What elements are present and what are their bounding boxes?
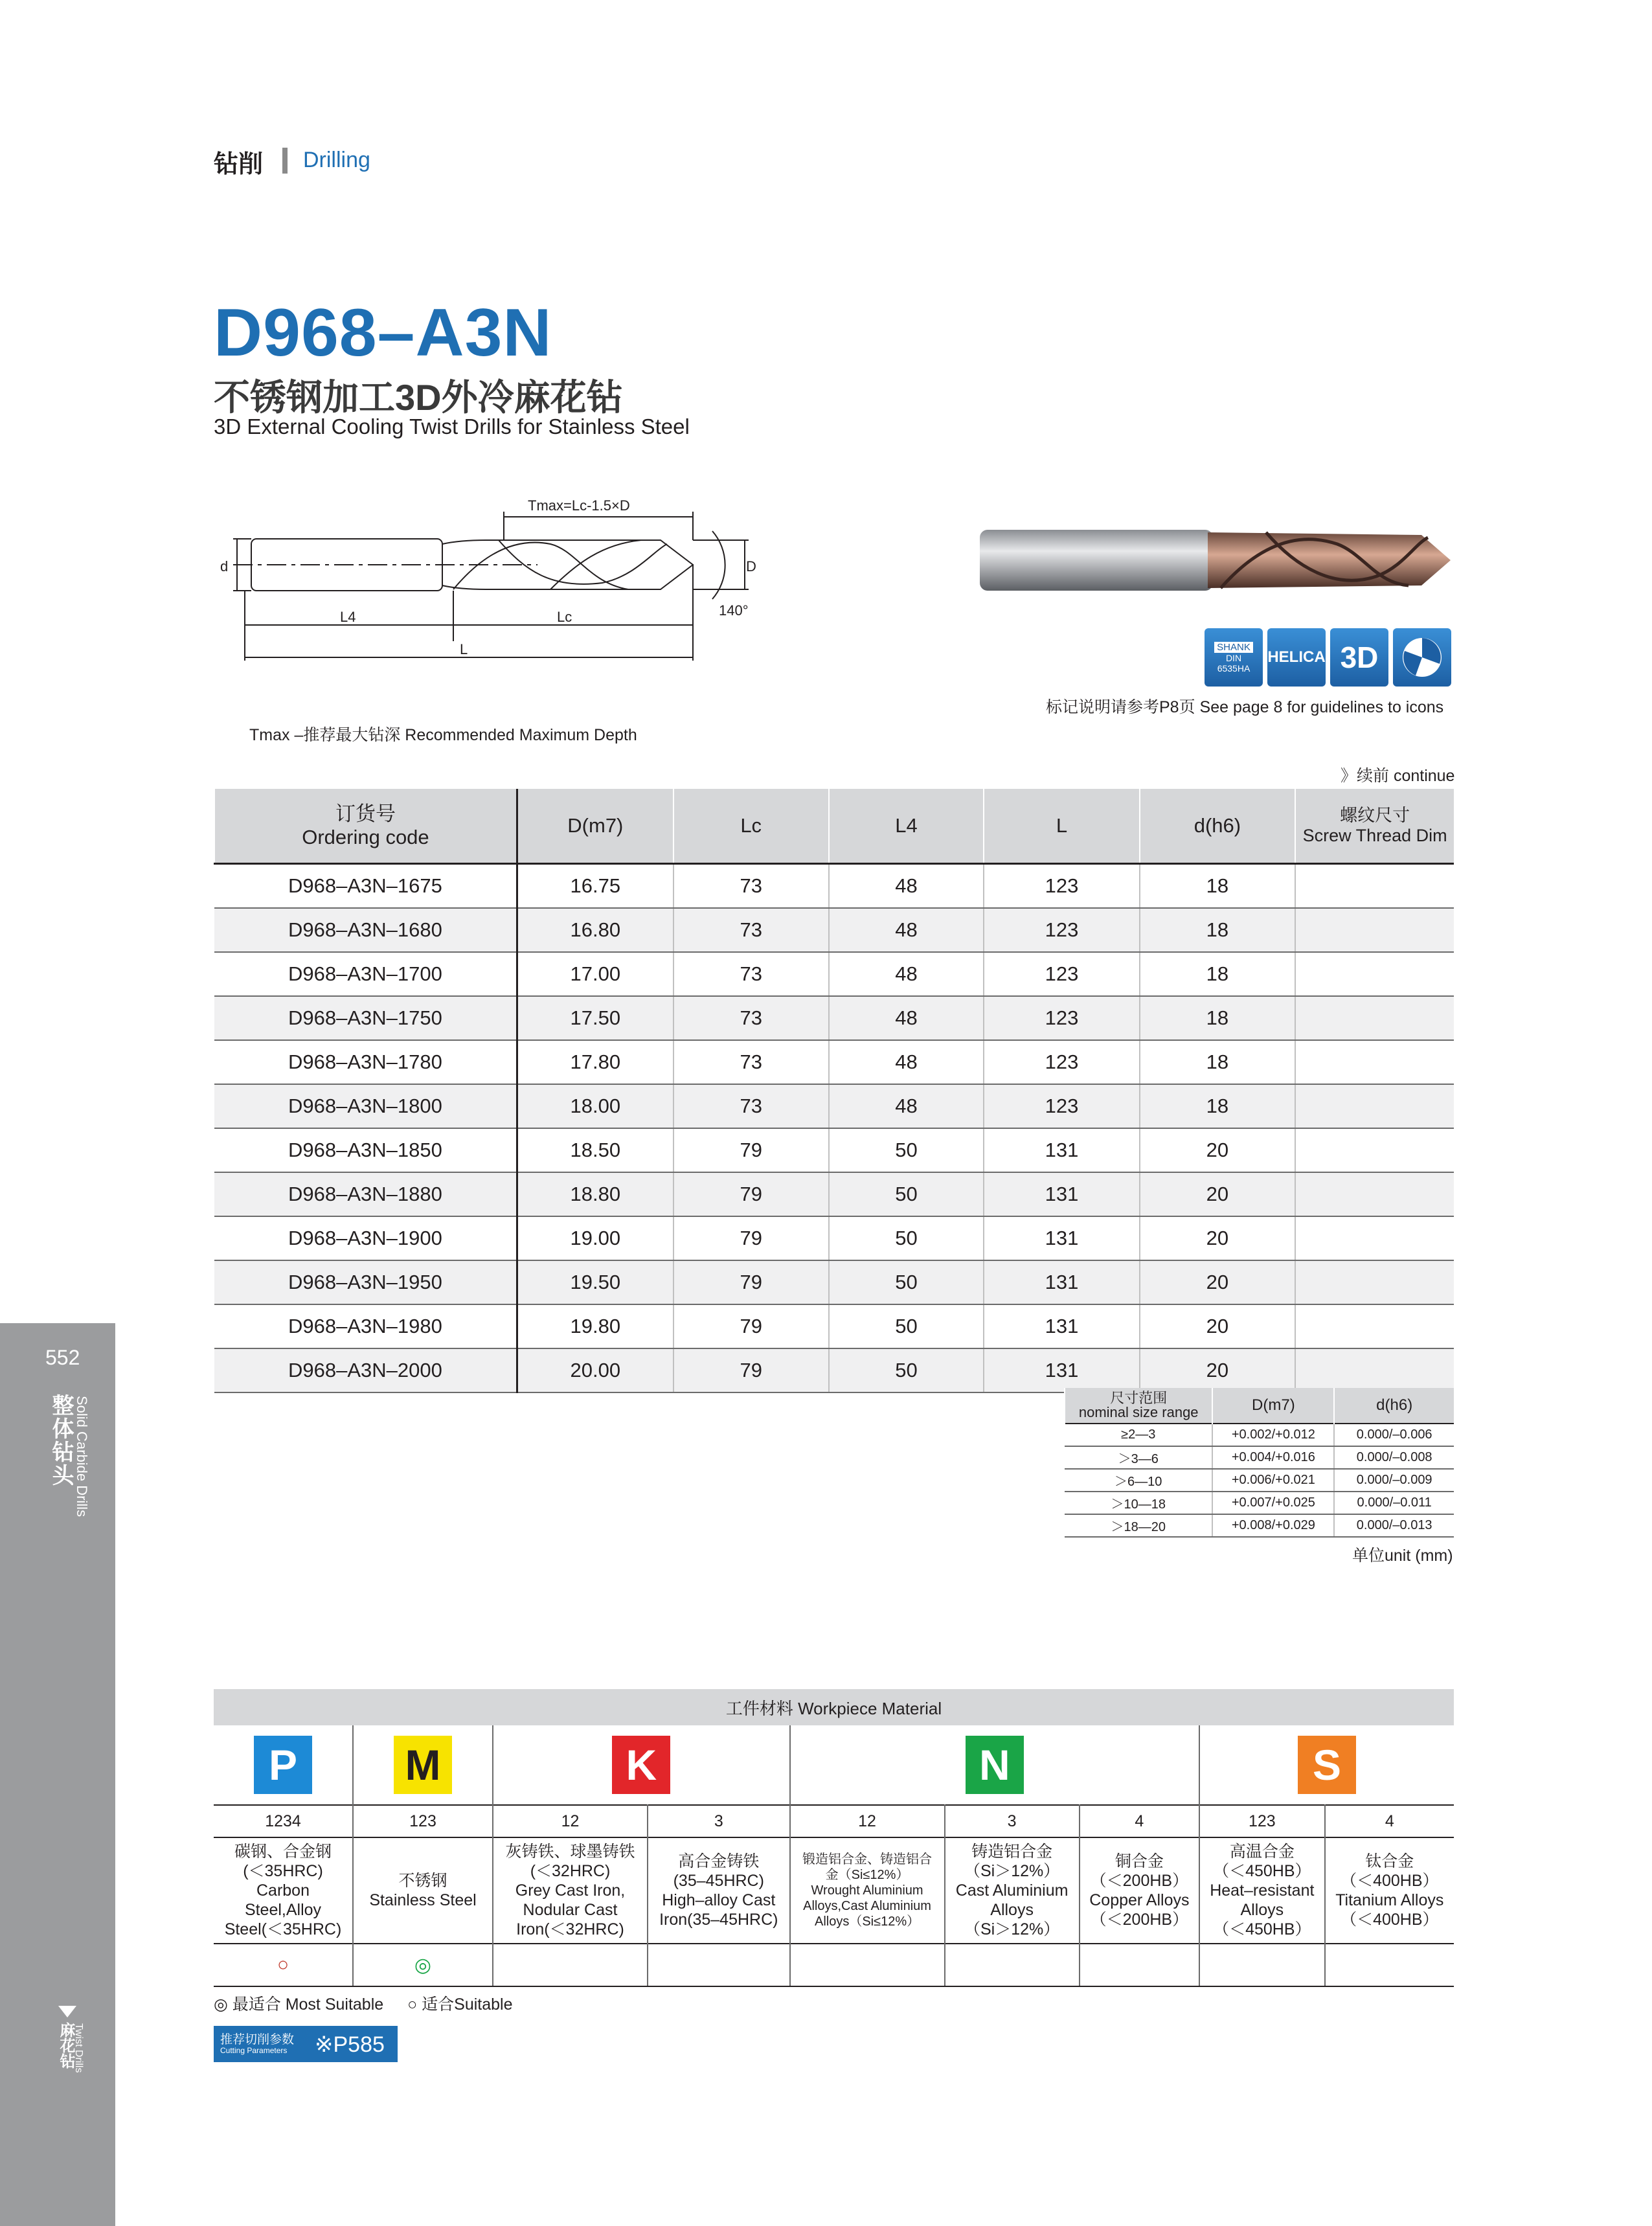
cell-code: D968–A3N–1950 (214, 1260, 517, 1304)
cell-code: D968–A3N–1980 (214, 1304, 517, 1348)
three-d-icon: 3D (1330, 628, 1388, 687)
material-group-N (790, 1725, 1200, 1805)
cell-L4: 50 (829, 1304, 984, 1348)
cell-code: D968–A3N–1880 (214, 1172, 517, 1216)
cell-Lc: 79 (673, 1172, 829, 1216)
cell-Lc: 79 (673, 1348, 829, 1392)
material-grade: 4 (1080, 1805, 1199, 1837)
cell-d: 18 (1140, 864, 1296, 909)
cell-Lc: 79 (673, 1216, 829, 1260)
tolerance-table (1064, 1388, 1454, 1538)
header-thread: 螺纹尺寸 Screw Thread Dim (1295, 789, 1454, 864)
cell-thread (1295, 1260, 1454, 1304)
cell-D: 20.00 (517, 1348, 673, 1392)
cell-d: 20 (1140, 1260, 1296, 1304)
L4-label: L4 (340, 609, 356, 625)
cell-D: 19.00 (517, 1216, 673, 1260)
cell-L: 131 (984, 1304, 1139, 1348)
material-description-line: 金（Si≤12%） (825, 1868, 909, 1882)
cell-d: 18 (1140, 996, 1296, 1040)
material-letter-S: S (1298, 1736, 1356, 1794)
suitability-mark (648, 1944, 790, 1986)
table-row (214, 1128, 1454, 1172)
material-description (945, 1837, 1080, 1944)
tol-header-range: 尺寸范围 nominal size range (1065, 1388, 1212, 1424)
tol-header-d: d(h6) (1334, 1388, 1454, 1424)
material-grade: 3 (945, 1805, 1080, 1837)
tol-cell-range: ＞10—18 (1065, 1492, 1212, 1514)
ordering-table (214, 789, 1454, 1393)
cell-D: 17.50 (517, 996, 673, 1040)
cell-D: 18.00 (517, 1084, 673, 1128)
material-description-line: (＜32HRC) (530, 1862, 611, 1880)
cell-L: 131 (984, 1172, 1139, 1216)
material-description-line: 灰铸铁、球墨铸铁 (505, 1843, 635, 1861)
cell-L4: 48 (829, 908, 984, 952)
cell-L4: 50 (829, 1348, 984, 1392)
tol-cell-range: ＞18—20 (1065, 1514, 1212, 1537)
material-group-S (1199, 1725, 1454, 1805)
side-category-en: Solid Carbide Drills (74, 1396, 90, 1517)
product-title-en: 3D External Cooling Twist Drills for Stainless Steel (214, 415, 690, 438)
flute-profile-icon (1393, 628, 1451, 687)
material-description-line: （＜400HB） (1341, 1872, 1439, 1890)
material-description-line: Titanium Alloys (1335, 1891, 1444, 1909)
material-description (353, 1837, 493, 1944)
cell-d: 20 (1140, 1216, 1296, 1260)
header-ordering-code: 订货号 Ordering code (214, 789, 517, 864)
material-description-line: High–alloy Cast (662, 1891, 776, 1909)
cell-L4: 48 (829, 1084, 984, 1128)
Lc-label: Lc (557, 609, 572, 625)
cell-Lc: 73 (673, 996, 829, 1040)
cell-L4: 50 (829, 1216, 984, 1260)
table-row (214, 996, 1454, 1040)
side-subcategory-cn: 麻花钻 (57, 2022, 74, 2069)
material-description-line: Iron(35–45HRC) (659, 1911, 778, 1929)
unit-label: 单位unit (mm) (1352, 1547, 1453, 1565)
suitability-mark (945, 1944, 1080, 1986)
material-group-K (493, 1725, 790, 1805)
tmax-note: Tmax –推荐最大钻深 Recommended Maximum Depth (249, 726, 637, 744)
cell-thread (1295, 1216, 1454, 1260)
material-description (493, 1837, 648, 1944)
header-Lc: Lc (673, 789, 829, 864)
material-description-line: 铸造铝合金 (971, 1843, 1053, 1861)
shank-icon: SHANK DIN 6535HA (1205, 628, 1263, 687)
L-label: L (460, 641, 468, 657)
cell-thread (1295, 1172, 1454, 1216)
tol-cell-d: 0.000/–0.011 (1334, 1492, 1454, 1514)
cell-Lc: 73 (673, 908, 829, 952)
table-row (214, 1304, 1454, 1348)
material-description-line: Alloys（Si≤12%） (814, 1914, 920, 1929)
material-description-line: Heat–resistant (1210, 1881, 1315, 1900)
tol-cell-D: +0.004/+0.016 (1212, 1446, 1334, 1469)
material-description-line: 高合金铸铁 (678, 1852, 760, 1870)
cell-L: 123 (984, 1040, 1139, 1084)
section-title-en: Drilling (303, 148, 370, 172)
cell-code: D968–A3N–1750 (214, 996, 517, 1040)
cell-d: 18 (1140, 1084, 1296, 1128)
table-row (214, 1216, 1454, 1260)
continue-label: 》续前 continue (1341, 767, 1455, 785)
material-description-line: Carbon (256, 1881, 310, 1900)
cell-code: D968–A3N–1700 (214, 952, 517, 996)
tolerance-row (1065, 1469, 1454, 1492)
cell-thread (1295, 864, 1454, 909)
material-description (790, 1837, 945, 1944)
product-title-cn: 不锈钢加工3D外冷麻花钻 (214, 377, 623, 418)
table-row (214, 1040, 1454, 1084)
cell-d: 18 (1140, 952, 1296, 996)
material-description-line: 铜合金 (1115, 1852, 1164, 1870)
header-L4: L4 (829, 789, 984, 864)
material-grade: 1234 (214, 1805, 353, 1837)
tol-cell-D: +0.007/+0.025 (1212, 1492, 1334, 1514)
material-description-line: Wrought Aluminium (811, 1883, 923, 1898)
material-description (1325, 1837, 1454, 1944)
material-grade: 3 (648, 1805, 790, 1837)
material-description-line: Alloys (990, 1901, 1034, 1919)
cell-L: 123 (984, 952, 1139, 996)
tol-cell-D: +0.006/+0.021 (1212, 1469, 1334, 1492)
tolerance-row (1065, 1446, 1454, 1469)
material-group-P (214, 1725, 353, 1805)
cell-D: 17.80 (517, 1040, 673, 1084)
cell-code: D968–A3N–1850 (214, 1128, 517, 1172)
product-code: D968–A3N (214, 295, 552, 370)
cell-D: 16.75 (517, 864, 673, 909)
cell-D: 18.80 (517, 1172, 673, 1216)
suitability-mark: ○ (214, 1944, 353, 1986)
material-grade: 123 (353, 1805, 493, 1837)
legend-suitable: ○ 适合Suitable (407, 1995, 513, 2014)
tol-cell-range: ＞3—6 (1065, 1446, 1212, 1469)
d-label: d (220, 558, 229, 574)
cutting-page-ref: ※P585 (315, 2032, 385, 2057)
material-description (1080, 1837, 1199, 1944)
suitability-legend (214, 1992, 513, 2015)
cell-Lc: 79 (673, 1128, 829, 1172)
cell-thread (1295, 1304, 1454, 1348)
material-description-line: Alloys,Cast Aluminium (803, 1899, 931, 1913)
material-description-line: （＜400HB） (1341, 1911, 1439, 1929)
cell-L: 131 (984, 1260, 1139, 1304)
tolerance-row (1065, 1514, 1454, 1537)
material-description-line: （Si＞12%） (964, 1920, 1060, 1938)
material-description-line: Cast Aluminium (955, 1881, 1069, 1900)
suitability-mark (1199, 1944, 1325, 1986)
tolerance-row (1065, 1424, 1454, 1446)
cell-code: D968–A3N–1675 (214, 864, 517, 909)
tol-header-D: D(m7) (1212, 1388, 1334, 1424)
cell-Lc: 73 (673, 1084, 829, 1128)
material-description-line: Nodular Cast (523, 1901, 618, 1919)
material-grade: 12 (493, 1805, 648, 1837)
tol-cell-range: ＞6—10 (1065, 1469, 1212, 1492)
suitability-mark (790, 1944, 945, 1986)
cell-Lc: 79 (673, 1304, 829, 1348)
material-grade: 123 (1199, 1805, 1325, 1837)
material-grade: 4 (1325, 1805, 1454, 1837)
material-description-line: （＜450HB） (1213, 1920, 1311, 1938)
table-row (214, 1172, 1454, 1216)
material-description-line: Iron(＜32HRC) (516, 1920, 624, 1938)
cell-d: 18 (1140, 1040, 1296, 1084)
suitability-mark: ◎ (353, 1944, 493, 1986)
table-row (214, 908, 1454, 952)
cell-code: D968–A3N–1900 (214, 1216, 517, 1260)
table-row (214, 864, 1454, 909)
cell-Lc: 73 (673, 952, 829, 996)
side-category-cn: 整体钻头 (49, 1394, 73, 1487)
cell-code: D968–A3N–1680 (214, 908, 517, 952)
cell-Lc: 73 (673, 1040, 829, 1084)
material-letter-P: P (254, 1736, 312, 1794)
cell-Lc: 73 (673, 864, 829, 909)
cell-thread (1295, 1040, 1454, 1084)
material-description-line: （＜200HB） (1090, 1911, 1189, 1929)
icons-caption: 标记说明请参考P8页 See page 8 for guidelines to icons (1046, 698, 1444, 716)
material-description-line: Stainless Steel (369, 1891, 477, 1909)
cell-D: 17.00 (517, 952, 673, 996)
cell-thread (1295, 952, 1454, 996)
cell-Lc: 79 (673, 1260, 829, 1304)
material-description (1199, 1837, 1325, 1944)
cell-L4: 50 (829, 1260, 984, 1304)
angle-label: 140° (719, 602, 749, 619)
table-row (214, 1348, 1454, 1392)
tol-cell-d: 0.000/–0.008 (1334, 1446, 1454, 1469)
material-description-line: （＜450HB） (1213, 1862, 1311, 1880)
tol-cell-d: 0.000/–0.006 (1334, 1424, 1454, 1446)
cell-thread (1295, 1128, 1454, 1172)
cell-D: 18.50 (517, 1128, 673, 1172)
header-D: D(m7) (517, 789, 673, 864)
material-description-line: Steel(＜35HRC) (224, 1920, 342, 1938)
table-row (214, 1084, 1454, 1128)
material-letter-N: N (966, 1736, 1024, 1794)
drill-technical-diagram (214, 492, 771, 674)
workpiece-material-table (214, 1689, 1454, 1987)
section-divider (282, 148, 288, 174)
tol-cell-range: ≥2—3 (1065, 1424, 1212, 1446)
header-L: L (984, 789, 1139, 864)
workpiece-title: 工件材料 Workpiece Material (214, 1689, 1454, 1725)
material-group-M (353, 1725, 493, 1805)
table-row (214, 1260, 1454, 1304)
helica-icon: HELICA (1267, 628, 1326, 687)
material-description-line: （Si＞12%） (964, 1862, 1060, 1880)
material-letter-K: K (612, 1736, 670, 1794)
cell-d: 20 (1140, 1304, 1296, 1348)
material-description-line: 不锈钢 (398, 1872, 447, 1890)
cell-L: 123 (984, 908, 1139, 952)
material-description-line: Grey Cast Iron, (515, 1881, 626, 1900)
cell-thread (1295, 996, 1454, 1040)
material-description (214, 1837, 353, 1944)
table-row (214, 952, 1454, 996)
material-description-line: Copper Alloys (1089, 1891, 1190, 1909)
legend-most-suitable: ◎ 最适合 Most Suitable (214, 1995, 384, 2014)
cell-L: 131 (984, 1348, 1139, 1392)
tolerance-row (1065, 1492, 1454, 1514)
suitability-mark (1080, 1944, 1199, 1986)
suitability-mark (493, 1944, 648, 1986)
cell-D: 19.80 (517, 1304, 673, 1348)
material-description-line: 碳钢、合金钢 (234, 1843, 332, 1861)
material-description-line: Steel,Alloy (244, 1901, 322, 1919)
tol-cell-D: +0.002/+0.012 (1212, 1424, 1334, 1446)
cell-L4: 50 (829, 1172, 984, 1216)
cutting-label-en: Cutting Parameters (220, 2046, 288, 2055)
side-subcategory-en: Twist Drills (73, 2023, 84, 2073)
material-description-line: 锻造铝合金、铸造铝合 (802, 1852, 933, 1867)
material-description-line: 钛合金 (1365, 1852, 1414, 1870)
cell-d: 20 (1140, 1128, 1296, 1172)
material-letter-M: M (394, 1736, 452, 1794)
material-description-line: (35–45HRC) (673, 1872, 764, 1890)
tol-cell-d: 0.000/–0.013 (1334, 1514, 1454, 1537)
tol-cell-d: 0.000/–0.009 (1334, 1469, 1454, 1492)
tol-cell-D: +0.008/+0.029 (1212, 1514, 1334, 1537)
page-number: 552 (45, 1346, 80, 1369)
tmax-label: Tmax=Lc-1.5×D (528, 497, 630, 514)
cell-L4: 50 (829, 1128, 984, 1172)
cell-L: 123 (984, 1084, 1139, 1128)
cell-D: 16.80 (517, 908, 673, 952)
material-description-line: 高温合金 (1229, 1843, 1295, 1861)
cell-code: D968–A3N–1800 (214, 1084, 517, 1128)
cell-code: D968–A3N–2000 (214, 1348, 517, 1392)
material-description (648, 1837, 790, 1944)
cell-thread (1295, 908, 1454, 952)
cell-d: 18 (1140, 908, 1296, 952)
material-grade: 12 (790, 1805, 945, 1837)
cell-L4: 48 (829, 952, 984, 996)
cell-L4: 48 (829, 996, 984, 1040)
drill-product-image (975, 518, 1454, 602)
suitability-mark (1325, 1944, 1454, 1986)
cutting-parameters-link[interactable] (214, 2026, 398, 2062)
material-description-line: （＜200HB） (1090, 1872, 1189, 1890)
cell-thread (1295, 1348, 1454, 1392)
cell-d: 20 (1140, 1172, 1296, 1216)
section-title-cn: 钻削 (214, 151, 264, 178)
material-description-line: (＜35HRC) (243, 1862, 323, 1880)
cell-L4: 48 (829, 864, 984, 909)
cell-L: 123 (984, 864, 1139, 909)
cell-thread (1295, 1084, 1454, 1128)
cell-L: 131 (984, 1128, 1139, 1172)
cell-code: D968–A3N–1780 (214, 1040, 517, 1084)
cell-L: 123 (984, 996, 1139, 1040)
cell-d: 20 (1140, 1348, 1296, 1392)
cell-L4: 48 (829, 1040, 984, 1084)
arrow-down-icon (58, 2006, 76, 2017)
cutting-label-cn: 推荐切削参数 (220, 2033, 295, 2047)
cell-L: 131 (984, 1216, 1139, 1260)
header-d: d(h6) (1140, 789, 1296, 864)
material-description-line: Alloys (1240, 1901, 1284, 1919)
cell-D: 19.50 (517, 1260, 673, 1304)
D-label: D (746, 558, 756, 574)
